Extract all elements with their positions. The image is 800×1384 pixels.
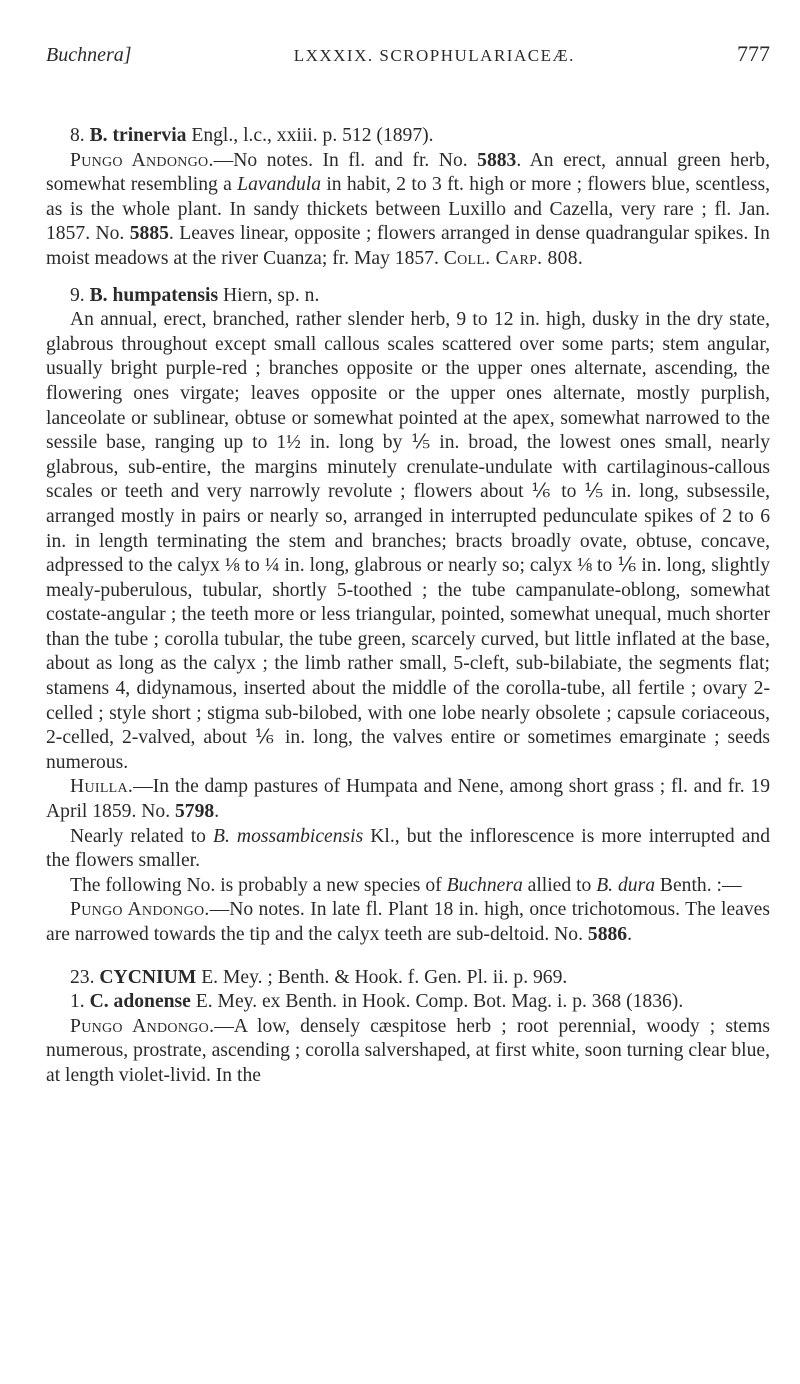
locality-name: Pungo Andongo. <box>70 899 210 921</box>
note-paragraph <box>46 825 770 874</box>
locality-text: . <box>627 924 632 945</box>
genus-number: 23. <box>70 966 95 988</box>
note-text: Nearly related to <box>70 825 214 847</box>
genus-heading <box>46 966 770 991</box>
locality-paragraph <box>46 898 770 947</box>
locality-name: Pungo Andongo. <box>70 149 214 171</box>
running-head-genus: Buchnera] <box>46 44 132 66</box>
species-number: 8. <box>70 125 85 146</box>
species-heading <box>46 124 770 149</box>
genus-authority: E. Mey. ; Benth. & Hook. f. Gen. Pl. ii. p. 969. <box>201 966 568 988</box>
species-name: B. humpatensis <box>89 284 219 306</box>
taxon-name: B. mossambicensis <box>213 825 364 847</box>
species-name: B. trinervia <box>89 125 187 146</box>
species-authority: Hiern, sp. n. <box>223 284 320 306</box>
locality-text: in habit, 2 to 3 ft. high or more ; flowers blue, scentless, as is the whole plant. In sandy thickets between Luxillo and Cazella, very rare ; fl. Jan. 1857. No. <box>46 174 770 245</box>
specimen-number: 5798 <box>175 801 215 823</box>
taxon-name: Lavandula <box>237 174 321 196</box>
locality-name: Huilla. <box>70 776 134 798</box>
specimen-number: 5885 <box>129 223 169 245</box>
running-head <box>46 41 770 74</box>
species-name: C. adonense <box>89 991 191 1013</box>
taxon-name: Buchnera <box>446 874 523 896</box>
species-heading <box>46 284 770 309</box>
species-number: 9. <box>70 284 85 306</box>
species-authority: Engl., l.c., xxiii. p. 512 (1897). <box>191 125 434 146</box>
locality-paragraph <box>46 149 770 272</box>
locality-name: Pungo Andongo. <box>70 1015 215 1037</box>
locality-text: —A low, densely cæspitose herb ; root perennial, woody ; stems numerous, prostrate, ascending ; corolla salvershaped, at first white, soon turning clear blue, at length violet-livid. In the <box>46 1015 770 1086</box>
genus-name: CYCNIUM <box>99 966 197 988</box>
locality-paragraph <box>46 1015 770 1089</box>
specimen-number: 5883 <box>477 149 517 171</box>
collection-reference: Coll. Carp. 808. <box>443 247 584 269</box>
locality-text: —In the damp pastures of Humpata and Nene, among short grass ; fl. and fr. 19 April 1859. No. <box>46 776 770 823</box>
locality-text: . <box>214 801 220 823</box>
locality-text: —No notes. In fl. and fr. No. <box>213 149 478 171</box>
species-heading <box>46 990 770 1015</box>
body-text <box>46 124 770 1089</box>
note-text: The following No. is probably a new species of <box>70 874 447 896</box>
page-number: 777 <box>737 41 770 66</box>
note-text: Benth. :— <box>655 874 742 896</box>
locality-paragraph <box>46 775 770 824</box>
note-text: allied to <box>522 874 597 896</box>
species-description: An annual, erect, branched, rather slender herb, 9 to 12 in. high, dusky in the dry state, glabrous throughout except small callous scales scattered over some parts; stem angular, usually bright purple-red ; branches opposite or the upper ones alternate, ascending, the flowering ones virgate; leaves opposite or the upper ones alternate, mostly purplish, lanceolate or sublinear, obtuse or somewhat pointed at the apex, somewhat narrowed to the sessile base, ranging up to 1½ in. long by ⅕ in. broad, the lowest ones small, nearly glabrous, sub-entire, the margins minutely crenulate-undulate with cartilaginous-callous scales or teeth and very narrowly revolute ; flowers about ⅙ to ⅕ in. long, subsessile, arranged mostly in pairs or nearly so, arranged in interrupted pedunculate spikes of 2 to 6 in. in length terminating the stem and branches; bracts broadly ovate, obtuse, concave, adpressed to the calyx ⅛ to ¼ in. long, glabrous or nearly so; calyx ⅛ to ⅙ in. long, slightly mealy-puberulous, tubular, shortly 5-toothed ; the tube campanulate-oblong, somewhat costate-angular ; the teeth more or less triangular, pointed, somewhat unequal, much shorter than the tube ; corolla tubular, the tube green, scarcely curved, but little inflated at the base, about as long as the calyx ; the limb rather small, 5-cleft, sub-bilabiate, the segments flat; stamens 4, didynamous, inserted about the middle of the corolla-tube, all fertile ; ovary 2-celled ; style short ; stigma sub-bilobed, with one lobe nearly obsolete ; capsule coriaceous, 2-celled, 2-valved, about ⅙ in. long, the valves entire or sometimes emarginate ; seeds numerous. <box>46 309 770 773</box>
locality-text: —No notes. In late fl. Plant 18 in. high, once trichotomous. The leaves are narrowed towards the tip and the calyx teeth are sub-deltoid. No. <box>46 899 770 945</box>
locality-text: . An erect, annual green herb, somewhat resembling a <box>46 149 770 196</box>
note-paragraph <box>46 874 770 899</box>
running-head-family: LXXXIX. SCROPHULARIACEÆ. <box>293 46 575 65</box>
species-authority: E. Mey. ex Benth. in Hook. Comp. Bot. Mag. i. p. 368 (1836). <box>195 991 684 1013</box>
note-text: Kl., but the inflorescence is more interrupted and the flowers smaller. <box>46 825 770 872</box>
locality-text: . Leaves linear, opposite ; flowers arranged in dense quadrangular spikes. In moist meadows at the river Cuanza; fr. May 1857. <box>46 223 770 269</box>
species-number: 1. <box>70 991 85 1013</box>
taxon-name: B. dura <box>596 874 655 896</box>
specimen-number: 5886 <box>587 924 628 945</box>
